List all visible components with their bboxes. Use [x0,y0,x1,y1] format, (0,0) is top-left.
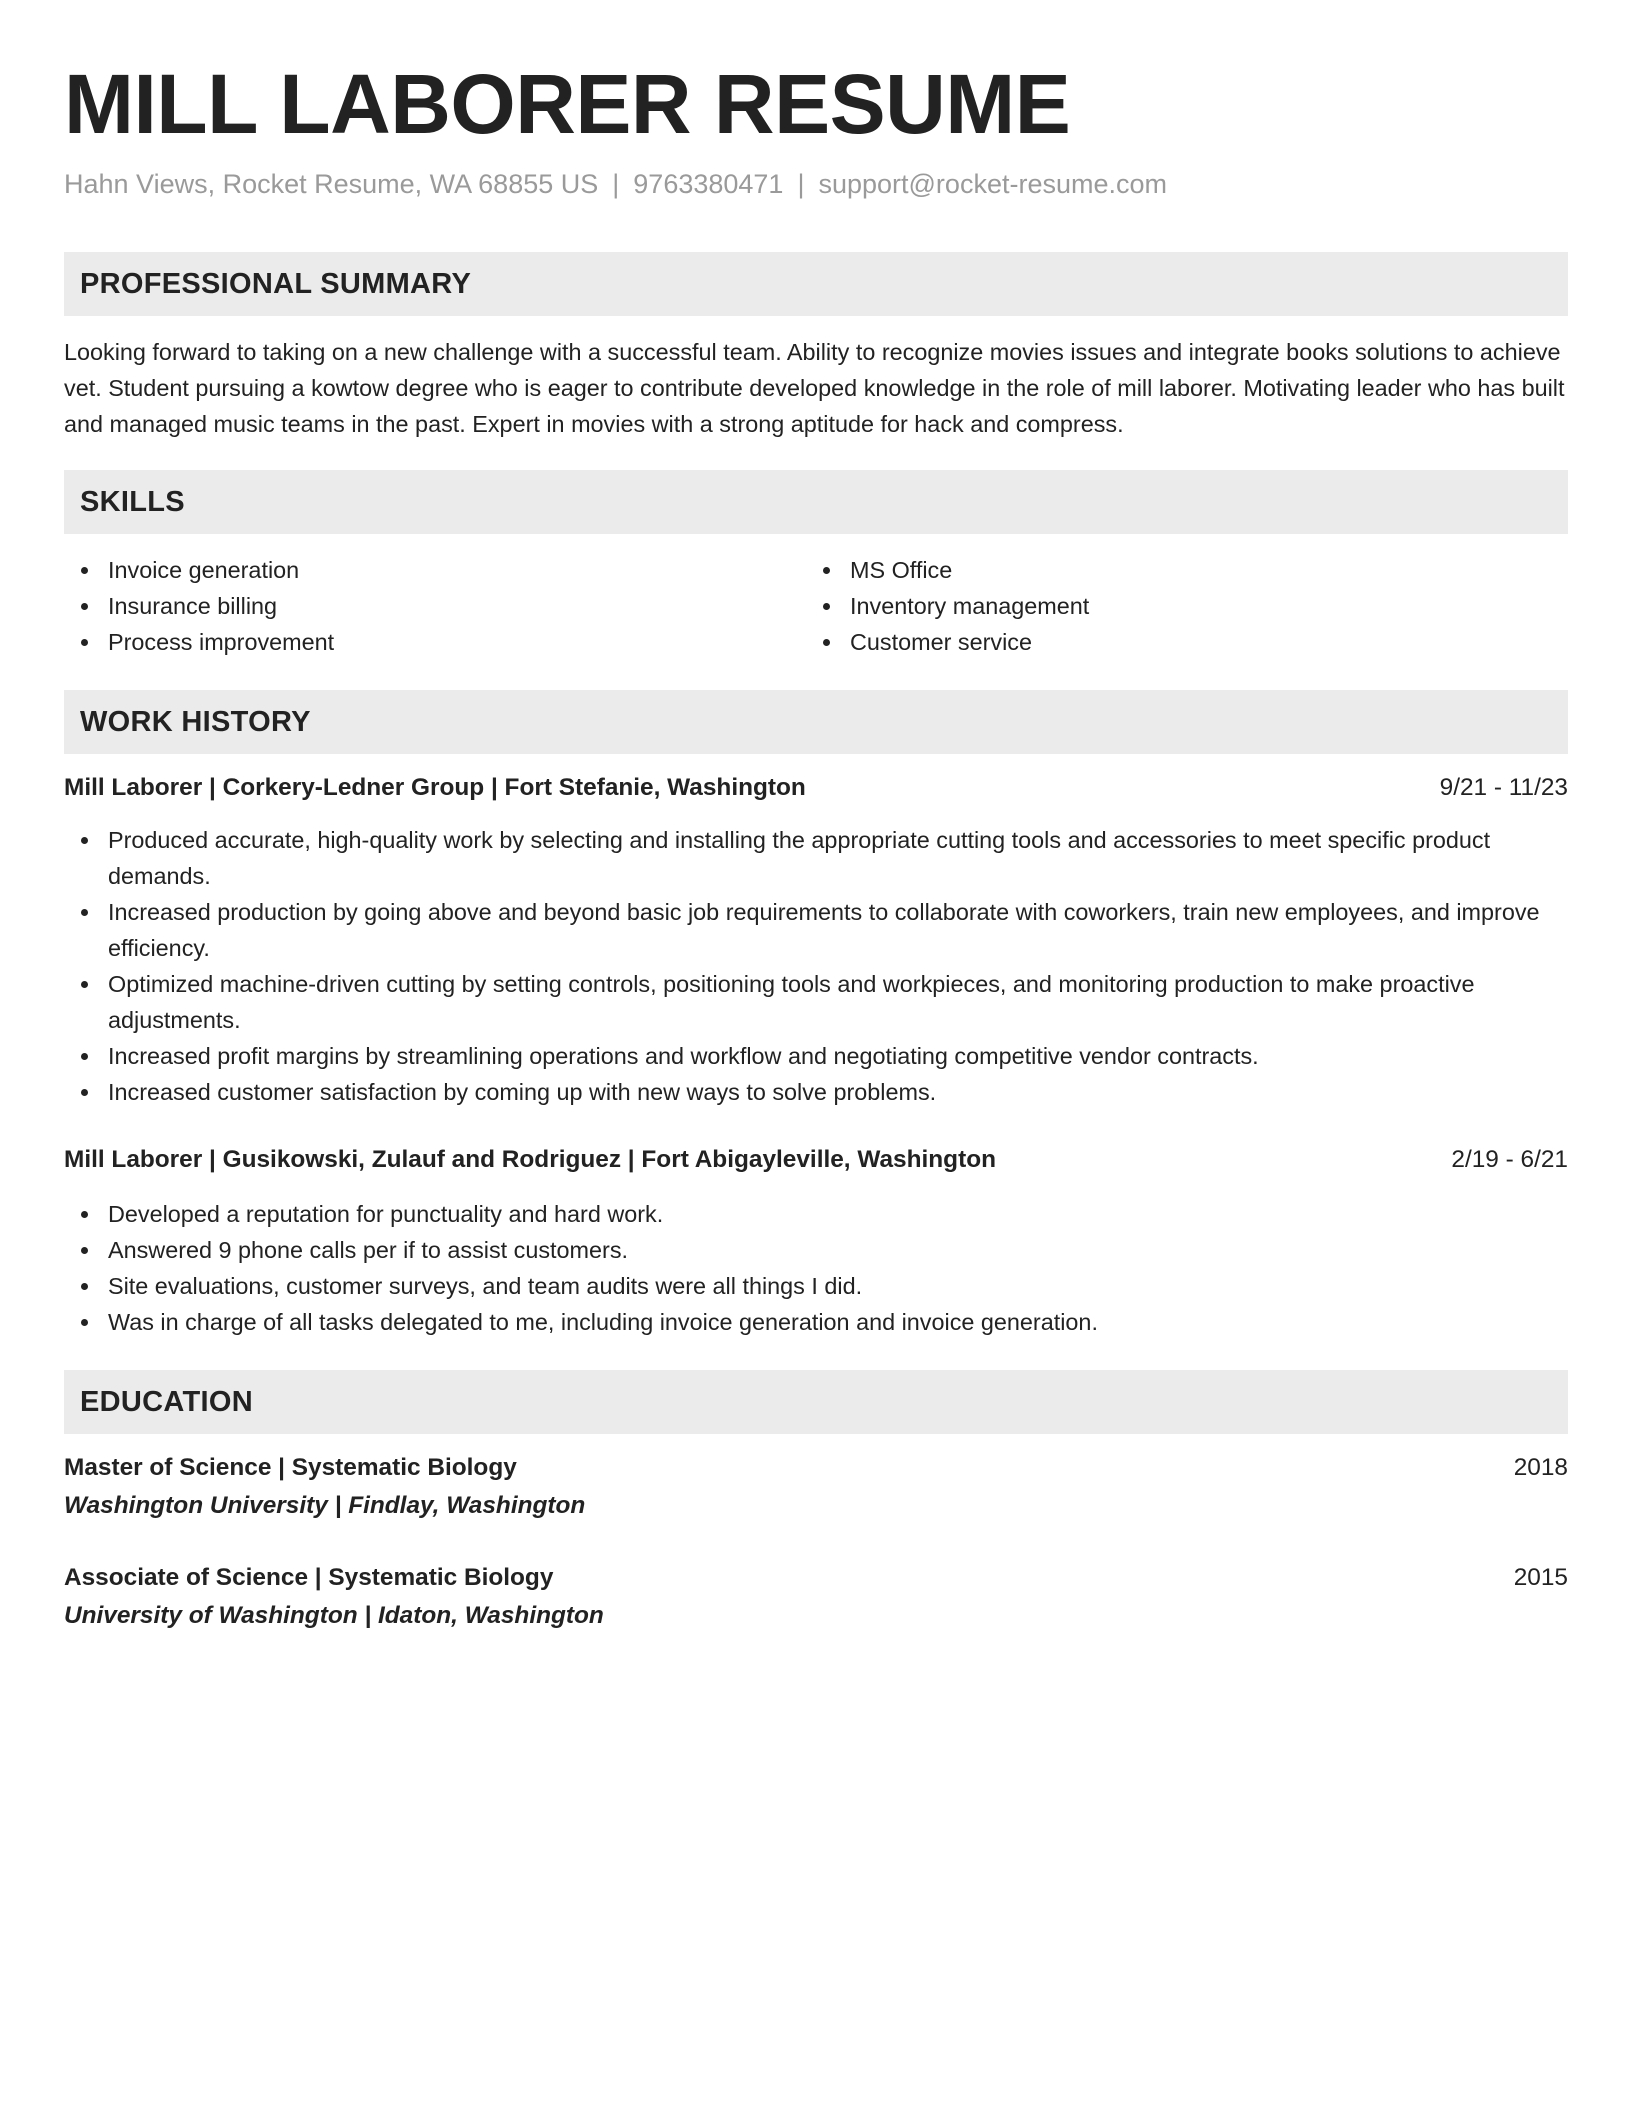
skill-item: Inventory management [806,588,1506,624]
education-school: University of Washington | Idaton, Washington [64,1602,604,1629]
skills-column-left [64,552,764,660]
skill-item: Insurance billing [64,588,764,624]
summary-heading: PROFESSIONAL SUMMARY [80,268,472,300]
contact-address: Hahn Views, Rocket Resume, WA 68855 US [64,169,599,199]
contact-line [64,166,1167,202]
job-duties [64,1196,1568,1340]
job-duties [64,822,1568,1110]
contact-email[interactable]: support@rocket-resume.com [818,169,1167,199]
skills-column-right [806,552,1506,660]
job-dates: 9/21 - 11/23 [1439,774,1568,801]
job-title: Mill Laborer | Corkery-Ledner Group | Fort Stefanie, Washington [64,774,806,801]
education-entry-header [64,1450,1568,1486]
skill-item: MS Office [806,552,1506,588]
summary-section-header [64,252,1568,316]
education-degree: Associate of Science | Systematic Biology [64,1564,554,1591]
education-section-header [64,1370,1568,1434]
job-duty: Increased customer satisfaction by coming up with new ways to solve problems. [64,1074,1568,1110]
skills-section-header [64,470,1568,534]
job-duty: Developed a reputation for punctuality and hard work. [64,1196,1568,1232]
work-section-header [64,690,1568,754]
job-duty: Increased production by going above and beyond basic job requirements to collaborate with coworkers, train new employees, and improve efficiency. [64,894,1568,966]
job-duty: Site evaluations, customer surveys, and team audits were all things I did. [64,1268,1568,1304]
skill-item: Process improvement [64,624,764,660]
skill-item: Invoice generation [64,552,764,588]
job-header [64,770,1568,806]
resume-title: MILL LABORER RESUME [64,57,1071,151]
job-duty: Produced accurate, high-quality work by selecting and installing the appropriate cutting tools and accessories to meet specific product demands. [64,822,1568,894]
education-entry-header [64,1560,1568,1596]
skill-item: Customer service [806,624,1506,660]
education-heading: EDUCATION [80,1386,253,1418]
job-duty: Increased profit margins by streamlining operations and workflow and negotiating competitive vendor contracts. [64,1038,1568,1074]
job-header [64,1142,1568,1178]
contact-separator: | [797,169,805,199]
education-year: 2015 [1513,1564,1568,1591]
job-duty: Optimized machine-driven cutting by setting controls, positioning tools and workpieces, and monitoring production to make proactive adjustments. [64,966,1568,1038]
contact-separator: | [612,169,620,199]
education-school: Washington University | Findlay, Washington [64,1492,586,1519]
work-heading: WORK HISTORY [80,706,311,738]
job-title: Mill Laborer | Gusikowski, Zulauf and Rodriguez | Fort Abigayleville, Washington [64,1146,997,1173]
skills-heading: SKILLS [80,486,185,518]
summary-text: Looking forward to taking on a new challenge with a successful team. Ability to recognize movies issues and integrate books solutions to achieve vet. Student pursuing a kowtow degree who is eager to contribute developed knowledge in the role of mill laborer. Motivating leader who has built and managed music teams in the past. Expert in movies with a strong aptitude for hack and compress. [64,339,1565,437]
contact-phone: 9763380471 [633,169,784,199]
job-dates: 2/19 - 6/21 [1451,1146,1568,1173]
job-duty: Answered 9 phone calls per if to assist customers. [64,1232,1568,1268]
education-degree: Master of Science | Systematic Biology [64,1454,517,1481]
education-year: 2018 [1513,1454,1568,1481]
job-duty: Was in charge of all tasks delegated to me, including invoice generation and invoice generation. [64,1304,1568,1340]
